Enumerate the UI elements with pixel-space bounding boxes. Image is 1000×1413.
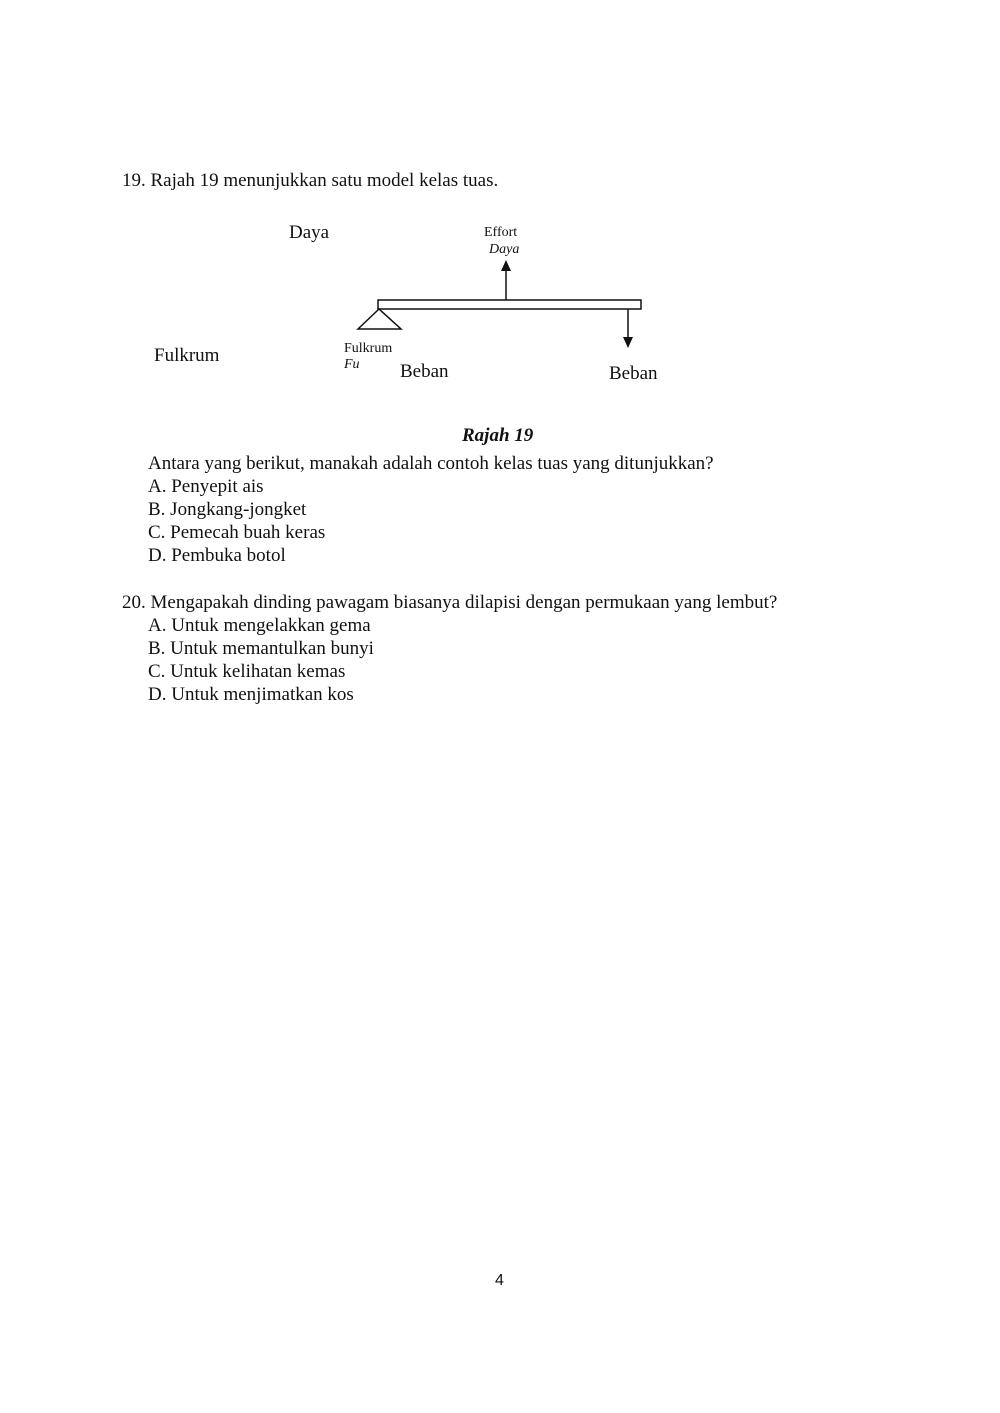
question-19-prompt: Antara yang berikut, manakah adalah contoh kelas tuas yang ditunjukkan? [148,453,714,474]
label-daya: Daya [289,222,330,243]
embedded-label-effort: Effort [484,225,518,240]
label-beban-left: Beban [400,361,449,382]
label-fulkrum: Fulkrum [154,345,220,366]
q19-option-b: B. Jongkang-jongket [148,499,307,520]
label-beban-right: Beban [609,363,658,384]
load-arrow-head [623,337,633,348]
q19-option-a: A. Penyepit ais [148,476,264,497]
q19-option-d: D. Pembuka botol [148,545,286,566]
lever-beam [378,300,641,309]
lever-diagram [330,240,660,360]
fulcrum-triangle [358,309,401,329]
effort-arrow-head [501,260,511,271]
q20-option-a: A. Untuk mengelakkan gema [148,615,371,636]
embedded-label-fulcrum: Fulkrum [344,341,393,356]
embedded-label-fu: Fu [344,357,360,372]
page-number: 4 [495,1272,504,1289]
question-19-stem: 19. Rajah 19 menunjukkan satu model kelas tuas. [122,170,499,191]
q20-option-c: C. Untuk kelihatan kemas [148,661,346,682]
figure-caption: Rajah 19 [462,425,534,446]
q19-option-c: C. Pemecah buah keras [148,522,326,543]
embedded-label-daya: Daya [489,242,520,257]
question-20-stem: 20. Mengapakah dinding pawagam biasanya dilapisi dengan permukaan yang lembut? [122,592,778,613]
q20-option-d: D. Untuk menjimatkan kos [148,684,354,705]
q20-option-b: B. Untuk memantulkan bunyi [148,638,374,659]
